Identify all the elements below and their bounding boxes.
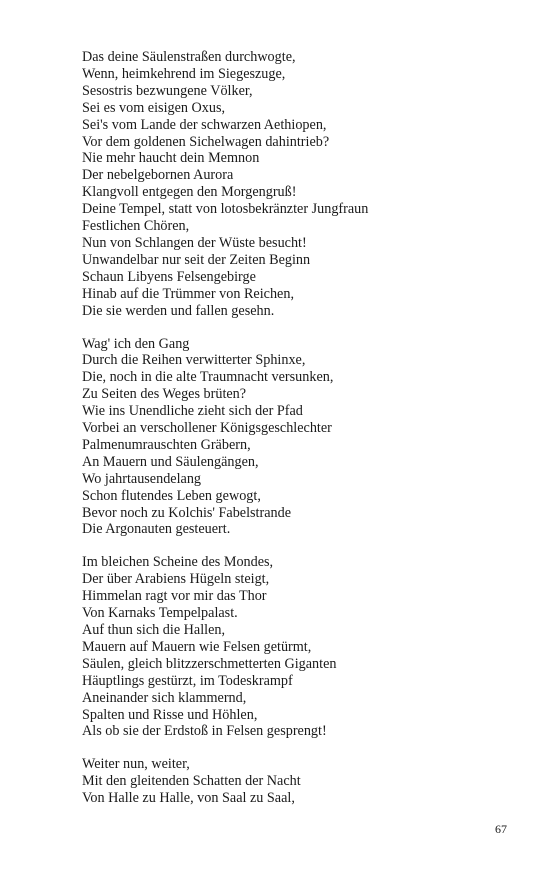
poem-line: Wenn, heimkehrend im Siegeszuge, — [82, 65, 286, 82]
stanza-1 — [82, 49, 522, 320]
poem-line: Als ob sie der Erdstoß in Felsen gesprengt! — [82, 723, 327, 740]
poem-line: Mauern auf Mauern wie Felsen getürmt, — [82, 638, 312, 655]
poem-line: Bevor noch zu Kolchis' Fabelstrande — [82, 504, 292, 521]
poem-line: Klangvoll entgegen den Morgengruß! — [82, 184, 297, 201]
poem-line: Schon flutendes Leben gewogt, — [82, 487, 261, 504]
poem-line: Nun von Schlangen der Wüste besucht! — [82, 234, 307, 251]
poem-line: Hinab auf die Trümmer von Reichen, — [82, 285, 294, 302]
poem-line: Die Argonauten gesteuert. — [82, 521, 231, 538]
poem-body — [82, 49, 522, 823]
poem-line: Weiter nun, weiter, — [82, 756, 190, 773]
page-number: 67 — [495, 822, 507, 836]
poem-line: Die, noch in die alte Traumnacht versunken, — [82, 369, 334, 386]
poem-line: Häuptlings gestürzt, im Todeskrampf — [82, 672, 293, 689]
poem-line: Vorbei an verschollener Königsgeschlechter — [82, 420, 332, 437]
poem-line: Auf thun sich die Hallen, — [82, 622, 226, 638]
poem-line: Spalten und Risse und Höhlen, — [82, 706, 258, 723]
poem-line: Zu Seiten des Weges brüten? — [82, 386, 247, 403]
stanza-2 — [82, 336, 522, 539]
poem-line: Der über Arabiens Hügeln steigt, — [82, 571, 270, 588]
poem-line: Unwandelbar nur seit der Zeiten Beginn — [82, 251, 311, 268]
poem-line: Das deine Säulenstraßen durchwogte, — [82, 49, 296, 65]
poem-line: Die sie werden und fallen gesehn. — [82, 302, 275, 319]
poem-line: Vor dem goldenen Sichelwagen dahintrieb? — [82, 133, 330, 150]
poem-line: Palmenumrauschten Gräbern, — [82, 436, 251, 453]
poem-line: Festlichen Chören, — [82, 218, 190, 235]
poem-line: Himmelan ragt vor mir das Thor — [82, 588, 267, 605]
poem-line: Wie ins Unendliche zieht sich der Pfad — [82, 403, 303, 420]
poem-line: Im bleichen Scheine des Mondes, — [82, 554, 274, 571]
poem-line: Schaun Libyens Felsengebirge — [82, 268, 256, 285]
poem-line: Deine Tempel, statt von lotosbekränzter Jungfraun — [82, 201, 369, 218]
poem-line: Wag' ich den Gang — [82, 335, 190, 352]
poem-line: Sei es vom eisigen Oxus, — [82, 99, 226, 116]
poem-line: Aneinander sich klammernd, — [82, 689, 247, 706]
poem-line: Sesostris bezwungene Völker, — [82, 82, 253, 99]
poem-line: Mit den gleitenden Schatten der Nacht — [82, 773, 301, 790]
poem-line: Nie mehr haucht dein Memnon — [82, 150, 260, 167]
poem-line: Von Karnaks Tempelpalast. — [82, 605, 238, 622]
poem-line: Säulen, gleich blitzzerschmetterten Giganten — [82, 655, 337, 672]
poem-line: Sei's vom Lande der schwarzen Aethiopen, — [82, 116, 327, 133]
stanza-3 — [82, 554, 522, 740]
poem-line: Wo jahrtausendelang — [82, 470, 202, 487]
poem-line: Von Halle zu Halle, von Saal zu Saal, — [82, 790, 295, 807]
poem-line: Durch die Reihen verwitterter Sphinxe, — [82, 352, 306, 369]
poem-line: Der nebelgebornen Aurora — [82, 167, 234, 184]
stanza-4 — [82, 756, 522, 807]
poem-line: An Mauern und Säulengängen, — [82, 453, 259, 470]
